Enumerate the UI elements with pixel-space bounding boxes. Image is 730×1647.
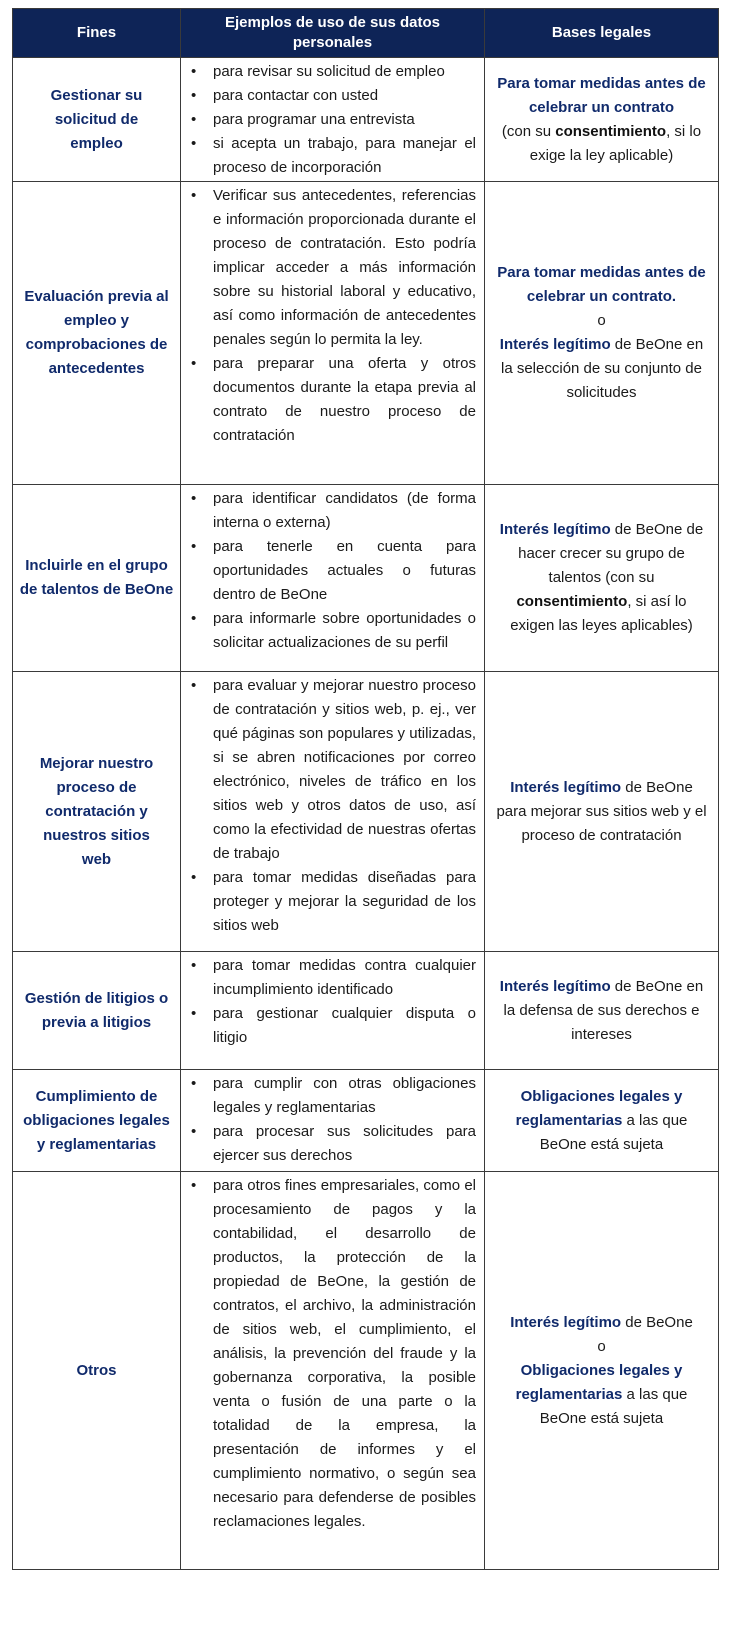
examples-list [185, 674, 476, 938]
table-row [13, 1070, 719, 1172]
examples-list [185, 184, 476, 448]
legal-basis-text: de BeOne [621, 1313, 693, 1331]
table-header [13, 9, 719, 58]
list-item: • para evaluar y mejorar nuestro proceso de contratación y sitios web, p. ej., ver qué páginas son populares y utilizadas, si se abren notificaciones por correo electrónico, niveles de tráfico en los sitios web y otros datos de uso, así como la efectividad de nuestras ofertas de trabajo [185, 674, 476, 866]
examples-list [185, 60, 476, 180]
list-item: • para preparar una oferta y otros documentos durante la etapa previa al contrato de nuestro proceso de contratación [185, 352, 476, 448]
list-item: • para gestionar cualquier disputa o litigio [185, 1002, 476, 1050]
table-row [13, 1172, 719, 1570]
legal-basis-text: de BeOne de hacer crecer su grupo de talentos (con su [518, 521, 704, 586]
examples-list [185, 487, 476, 655]
table-row [13, 182, 719, 485]
legal-basis-text: de BeOne para mejorar sus sitios web y el proceso de contratación [496, 778, 707, 844]
list-item: • para procesar sus solicitudes para ejercer sus derechos [185, 1120, 476, 1168]
legal-basis-highlight: Para tomar medidas antes de celebrar un contrato. [497, 264, 706, 305]
purpose-cell [13, 1070, 181, 1172]
purpose-cell [13, 1172, 181, 1570]
legal-basis-highlight: Obligaciones legales y reglamentarias [515, 1361, 683, 1403]
examples-cell [181, 952, 485, 1070]
legal-basis-cell [485, 1172, 719, 1570]
purpose-text: Otros [76, 1361, 117, 1379]
purpose-cell [13, 58, 181, 182]
legal-basis-cell [485, 952, 719, 1070]
purpose-text: Mejorar nuestro proceso de contratación y nuestros sitios web [39, 754, 154, 868]
list-item: • para otros fines empresariales, como el procesamiento de pagos y la contabilidad, el desarrollo de productos, la protección de la propiedad de BeOne, la gestión de contratos, el archivo, la administración de sitios web, el cumplimiento, el análisis, la prevención del fraude y la gobernanza corporativa, la posible venta o fusión de una parte o la totalidad de la empresa, la presentación de informes y el cumplimiento normativo, o según sea necesario para defenderse de posibles reclamaciones legales. [185, 1174, 476, 1534]
purpose-text: Gestionar su solicitud de empleo [50, 86, 143, 152]
legal-basis-text: , si así lo exigen las leyes aplicables) [510, 593, 693, 634]
legal-basis-highlight: Interés legítimo [499, 521, 611, 538]
header-bases: Bases legales [485, 9, 719, 58]
purpose-cell [13, 182, 181, 485]
legal-basis-highlight: Para tomar medidas antes de celebrar un contrato [497, 74, 706, 116]
list-item: • Verificar sus antecedentes, referencias e información proporcionada durante el proceso de contratación. Esto podría implicar acceder a más información sobre su historial laboral y educativo, así como información de antecedentes penales según lo permita la ley. [185, 184, 476, 352]
list-item: • para cumplir con otras obligaciones legales y reglamentarias [185, 1072, 476, 1120]
legal-basis-text: de BeOne en la defensa de sus derechos e intereses [503, 977, 704, 1043]
legal-basis-highlight: Interés legítimo [499, 977, 611, 995]
legal-basis-cell [485, 182, 719, 485]
purpose-cell [13, 672, 181, 952]
legal-basis-text: (con su [501, 122, 556, 140]
list-item: • para tenerle en cuenta para oportunidades actuales o futuras dentro de BeOne [185, 535, 476, 607]
purpose-cell [13, 485, 181, 672]
purpose-text: Incluirle en el grupo de talentos de BeOne [19, 557, 174, 598]
header-ejemplos: Ejemplos de uso de sus datos personales [181, 9, 485, 58]
list-item: • para identificar candidatos (de forma interna o externa) [185, 487, 476, 535]
examples-list [185, 1174, 476, 1534]
legal-basis-text: a las que BeOne está sujeta [539, 1111, 688, 1153]
purpose-text: Cumplimiento de obligaciones legales y reglamentarias [23, 1087, 170, 1153]
header-fines: Fines [13, 9, 181, 58]
list-item: • para tomar medidas diseñadas para proteger y mejorar la seguridad de los sitios web [185, 866, 476, 938]
list-item: • para tomar medidas contra cualquier incumplimiento identificado [185, 954, 476, 1002]
list-item: • si acepta un trabajo, para manejar el proceso de incorporación [185, 132, 476, 180]
examples-cell [181, 58, 485, 182]
legal-basis-or: o [597, 1337, 606, 1355]
legal-basis-emphasis: consentimiento [555, 122, 667, 140]
purpose-cell [13, 952, 181, 1070]
legal-basis-cell [485, 58, 719, 182]
legal-basis-or: o [597, 312, 606, 329]
examples-list [185, 1072, 476, 1168]
examples-list [185, 954, 476, 1050]
legal-basis-emphasis: consentimiento [516, 593, 628, 610]
table-row [13, 58, 719, 182]
list-item: • para revisar su solicitud de empleo [185, 60, 476, 84]
legal-basis-cell [485, 485, 719, 672]
list-item: • para informarle sobre oportunidades o solicitar actualizaciones de su perfil [185, 607, 476, 655]
examples-cell [181, 672, 485, 952]
table-row [13, 485, 719, 672]
legal-basis-highlight: Interés legítimo [510, 778, 622, 796]
examples-cell [181, 485, 485, 672]
legal-basis-cell [485, 672, 719, 952]
legal-basis-text: de BeOne en la selección de su conjunto de solicitudes [501, 336, 704, 401]
list-item: • para programar una entrevista [185, 108, 476, 132]
legal-basis-highlight: Interés legítimo [499, 336, 611, 353]
legal-basis-text: a las que BeOne está sujeta [539, 1385, 688, 1427]
examples-cell [181, 1070, 485, 1172]
legal-basis-text: , si lo exige la ley aplicable) [529, 122, 702, 164]
legal-basis-highlight: Obligaciones legales y reglamentarias [515, 1087, 683, 1129]
examples-cell [181, 182, 485, 485]
table-row [13, 672, 719, 952]
legal-basis-cell [485, 1070, 719, 1172]
legal-bases-table [12, 8, 719, 1570]
table-row [13, 952, 719, 1070]
list-item: • para contactar con usted [185, 84, 476, 108]
purpose-text: Evaluación previa al empleo y comprobaciones de antecedentes [24, 288, 169, 377]
purpose-text: Gestión de litigios o previa a litigios [24, 989, 169, 1031]
examples-cell [181, 1172, 485, 1570]
legal-basis-highlight: Interés legítimo [510, 1313, 622, 1331]
